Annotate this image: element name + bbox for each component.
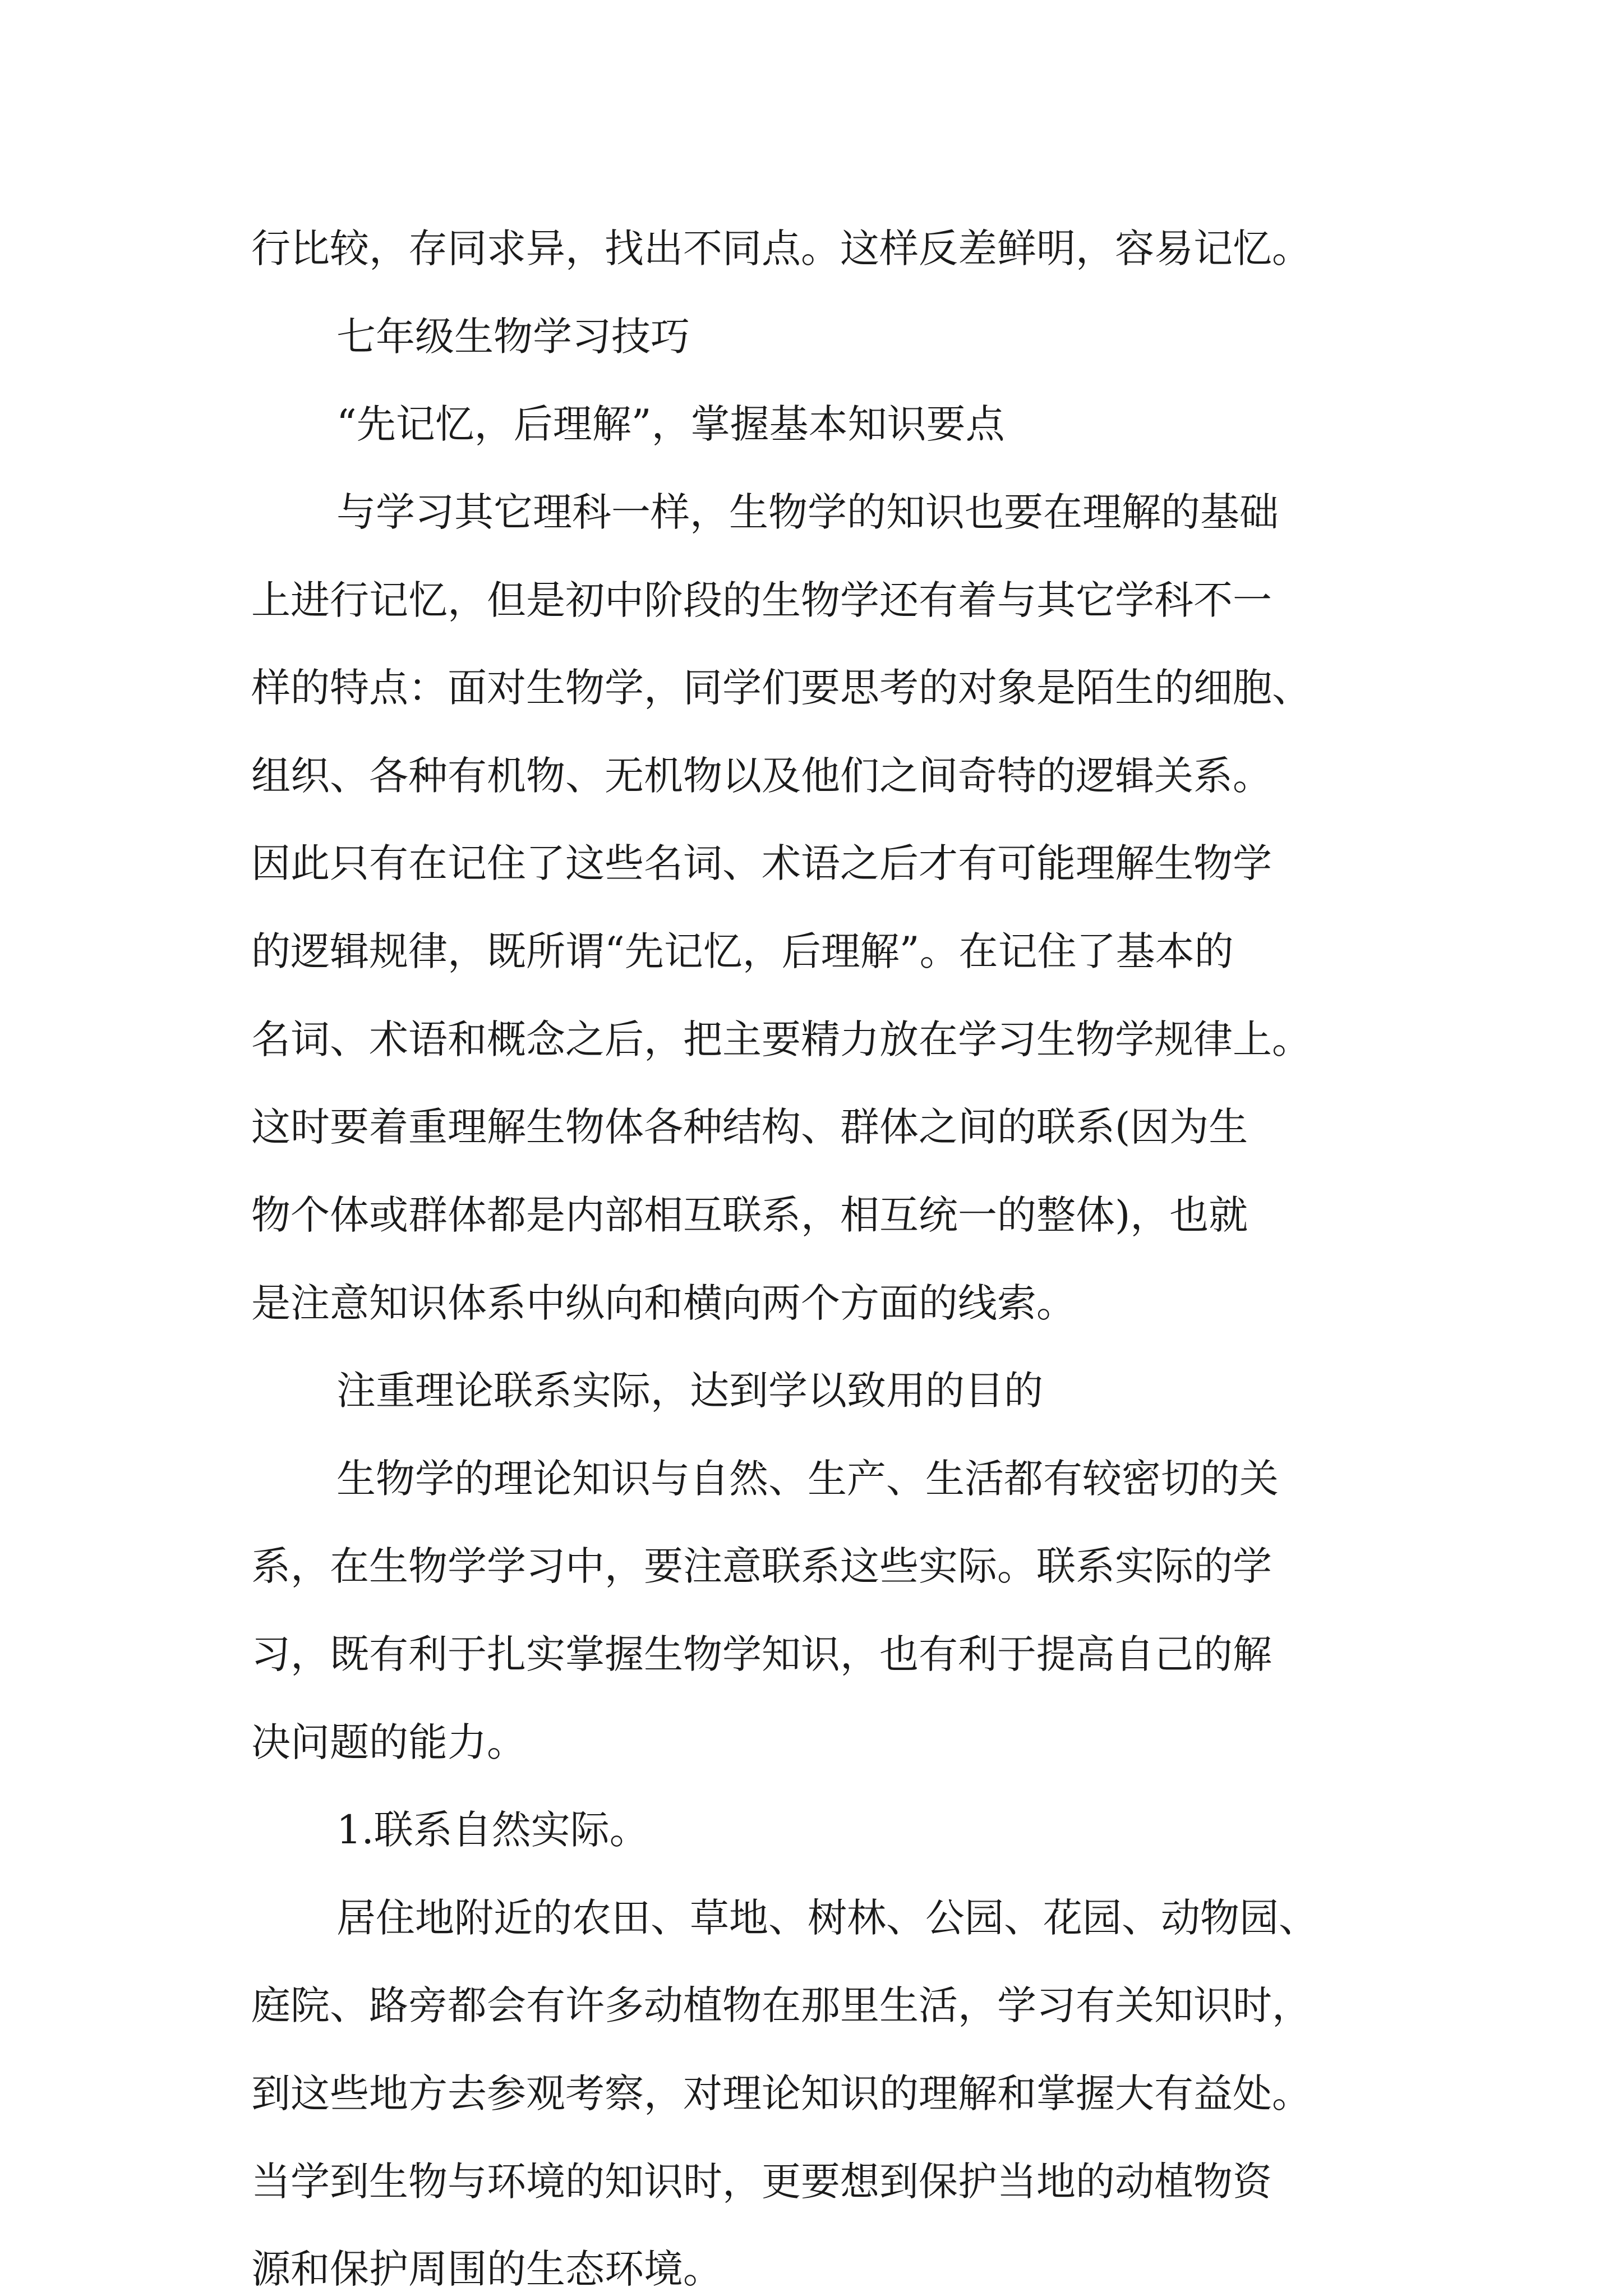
body-line: 居住地附近的农田、草地、树林、公园、花园、动物园、 [336, 1895, 1318, 1941]
section-heading-memorize-first: “先记忆，后理解”，掌握基本知识要点 [336, 401, 1005, 447]
body-line: 因此只有在记住了这些名词、术语之后才有可能理解生物学 [251, 840, 1272, 886]
section-heading-tips: 七年级生物学习技巧 [336, 314, 690, 360]
body-line: 生物学的理论知识与自然、生产、生活都有较密切的关 [336, 1456, 1279, 1502]
body-line: 与学习其它理科一样，生物学的知识也要在理解的基础 [336, 489, 1279, 535]
body-line: 习，既有利于扎实掌握生物学知识，也有利于提高自己的解 [251, 1631, 1272, 1677]
body-line: 当学到生物与环境的知识时，更要想到保护当地的动植物资 [251, 2159, 1272, 2205]
body-line: 样的特点：面对生物学，同学们要思考的对象是陌生的细胞、 [251, 665, 1311, 711]
body-line: 源和保护周围的生态环境。 [251, 2246, 722, 2292]
list-item-heading: 1.联系自然实际。 [336, 1807, 649, 1853]
body-line: 的逻辑规律，既所谓“先记忆，后理解”。在记住了基本的 [251, 928, 1234, 974]
body-line: 决问题的能力。 [251, 1719, 526, 1765]
body-line: 到这些地方去参观考察，对理论知识的理解和掌握大有益处。 [251, 2070, 1311, 2116]
body-line: 是注意知识体系中纵向和横向两个方面的线索。 [251, 1280, 1076, 1326]
body-line: 组织、各种有机物、无机物以及他们之间奇特的逻辑关系。 [251, 753, 1272, 799]
body-line: 上进行记忆，但是初中阶段的生物学还有着与其它学科不一 [251, 577, 1272, 623]
section-heading-theory-practice: 注重理论联系实际，达到学以致用的目的 [336, 1368, 1043, 1414]
body-line: 行比较，存同求异，找出不同点。这样反差鲜明，容易记忆。 [251, 226, 1311, 272]
body-line: 这时要着重理解生物体各种结构、群体之间的联系(因为生 [251, 1104, 1248, 1150]
body-line: 物个体或群体都是内部相互联系，相互统一的整体)，也就 [251, 1192, 1248, 1238]
body-line: 名词、术语和概念之后，把主要精力放在学习生物学规律上。 [251, 1016, 1311, 1062]
body-line: 系，在生物学学习中，要注意联系这些实际。联系实际的学 [251, 1543, 1272, 1589]
body-line: 庭院、路旁都会有许多动植物在那里生活，学习有关知识时， [251, 1982, 1311, 2028]
